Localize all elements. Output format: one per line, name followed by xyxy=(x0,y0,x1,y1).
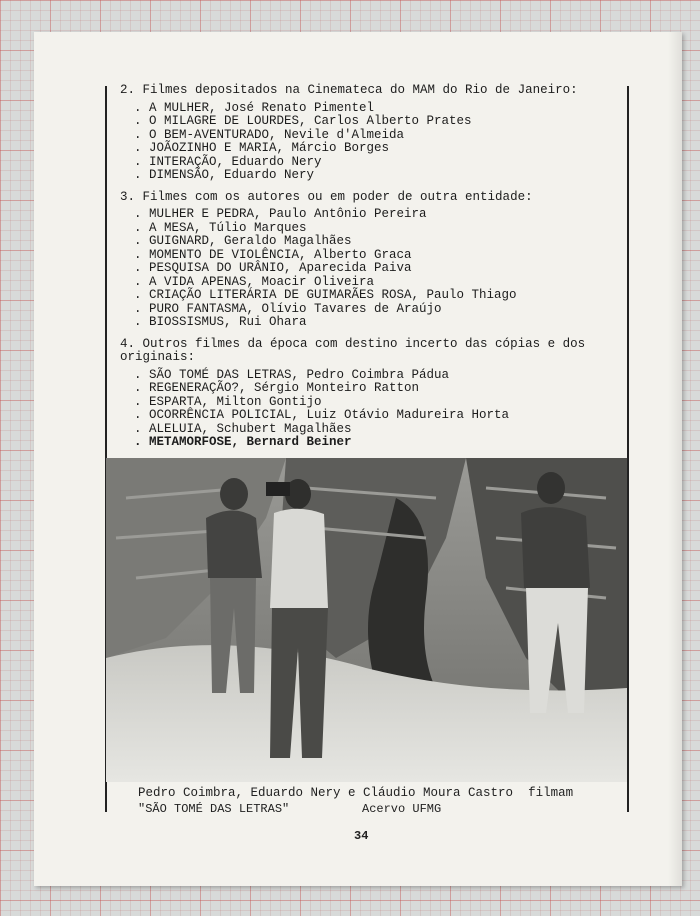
film-list xyxy=(134,102,620,183)
list-item: . GUIGNARD, Geraldo Magalhães xyxy=(134,234,352,248)
list-item: . PURO FANTASMA, Olívio Tavares de Araújo xyxy=(134,301,442,316)
photo-illustration xyxy=(106,458,627,782)
list-item: . A VIDA APENAS, Moacir Oliveira xyxy=(134,274,375,289)
list-item: . BIOSSISMUS, Rui Ohara xyxy=(134,315,307,329)
film-list xyxy=(134,369,620,450)
photo-credit: Acervo UFMG xyxy=(362,802,442,816)
section-3 xyxy=(120,191,620,330)
film-list xyxy=(134,208,620,330)
section-4 xyxy=(120,338,620,450)
section-2 xyxy=(120,84,620,183)
list-item: . CRIAÇÃO LITERÁRIA DE GUIMARÃES ROSA, Paulo Thiago xyxy=(134,288,517,302)
list-item: . ALELUIA, Schubert Magalhães xyxy=(134,421,352,436)
film-lists xyxy=(120,84,620,458)
section-title: 4. Outros filmes da época com destino incerto das cópias e dos originais: xyxy=(120,336,586,364)
list-item: . REGENERAÇÃO?, Sérgio Monteiro Ratton xyxy=(134,381,420,395)
list-item: . A MESA, Túlio Marques xyxy=(134,220,307,235)
list-item: . INTERAÇÃO, Eduardo Nery xyxy=(134,154,322,169)
section-title: 3. Filmes com os autores ou em poder de outra entidade: xyxy=(120,189,533,204)
film-still-photo xyxy=(106,458,627,782)
list-item: . MOMENTO DE VIOLÊNCIA, Alberto Graca xyxy=(134,247,412,262)
list-item: . ESPARTA, Milton Gontijo xyxy=(134,394,322,409)
right-rule xyxy=(627,86,629,812)
list-item: . O MILAGRE DE LOURDES, Carlos Alberto Prates xyxy=(134,114,472,128)
list-item: . DIMENSÃO, Eduardo Nery xyxy=(134,168,315,182)
list-item: . PESQUISA DO URÂNIO, Aparecida Paiva xyxy=(134,261,412,275)
section-title: 2. Filmes depositados na Cinemateca do MAM do Rio de Janeiro: xyxy=(120,83,578,97)
photo-caption-title: "SÃO TOMÉ DAS LETRAS" xyxy=(138,802,290,816)
list-item: . OCORRÊNCIA POLICIAL, Luiz Otávio Madureira Horta xyxy=(134,408,510,422)
list-item: . JOÃOZINHO E MARIA, Márcio Borges xyxy=(134,141,390,155)
page-number: 34 xyxy=(354,829,369,843)
list-item: . A MULHER, José Renato Pimentel xyxy=(134,100,375,115)
page-edge-shadow xyxy=(668,32,682,886)
photo-caption: Pedro Coimbra, Eduardo Nery e Cláudio Moura Castro filmam xyxy=(138,786,574,800)
list-item: . METAMORFOSE, Bernard Beiner xyxy=(134,435,352,449)
list-item: . O BEM-AVENTURADO, Nevile d'Almeida xyxy=(134,127,405,142)
document-page xyxy=(34,32,682,886)
list-item: . SÃO TOMÉ DAS LETRAS, Pedro Coimbra Pádua xyxy=(134,367,450,382)
list-item: . MULHER E PEDRA, Paulo Antônio Pereira xyxy=(134,207,427,221)
